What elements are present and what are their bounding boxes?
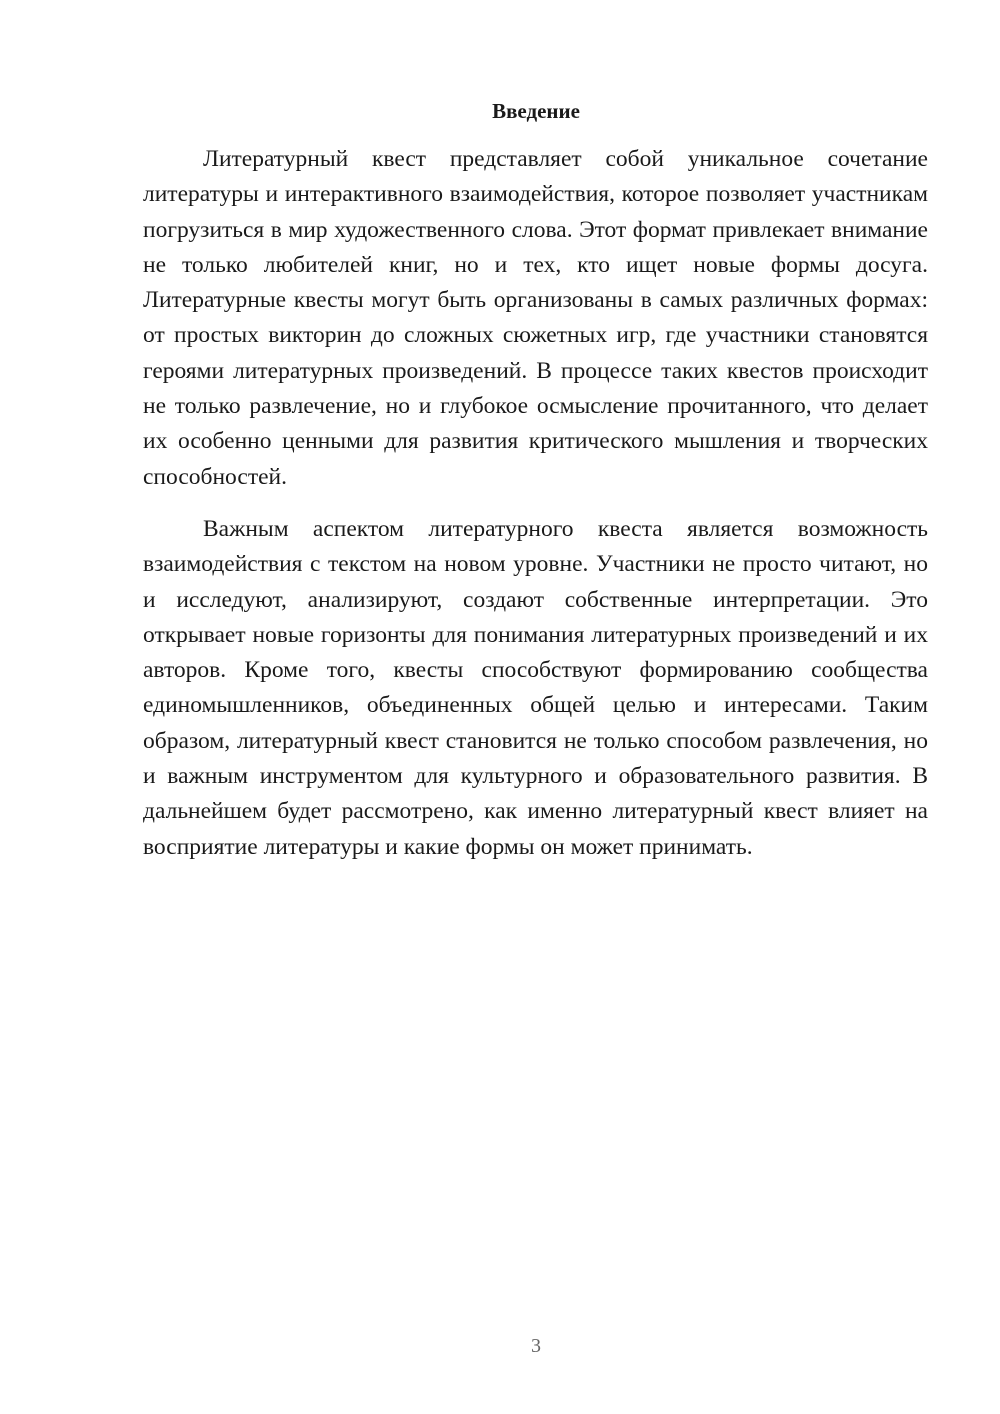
section-heading: Введение xyxy=(492,99,580,123)
page-number: 3 xyxy=(531,1335,541,1357)
paragraph-intro: Литературный квест представляет собой уникальное сочетание литературы и интерактивного взаимодействия, которое позволяет участникам погрузиться в мир художественного слова. Этот формат привлекает внимание не только любителей книг, но и тех, кто ищет новые формы досуга. Литературные квесты могут быть организованы в самых различных формах: от простых викторин до сложных сюжетных игр, где участники становятся героями литературных произведений. В процессе таких квестов происходит не только развлечение, но и глубокое осмысление прочитанного, что делает их особенно ценными для развития критического мышления и творческих способностей. xyxy=(143,146,928,490)
paragraph-aspect: Важным аспектом литературного квеста является возможность взаимодействия с текстом на новом уровне. Участники не просто читают, но и исследуют, анализируют, создают собственные интерпретации. Это открывает новые горизонты для понимания литературных произведений и их авторов. Кроме того, квесты способствуют формированию сообщества единомышленников, объединенных общей целью и интересами. Таким образом, литературный квест становится не только способом развлечения, но и важным инструментом для культурного и образовательного развития. В дальнейшем будет рассмотрено, как именно литературный квест влияет на восприятие литературы и какие формы он может принимать. xyxy=(143,515,928,860)
body-text xyxy=(143,142,928,865)
